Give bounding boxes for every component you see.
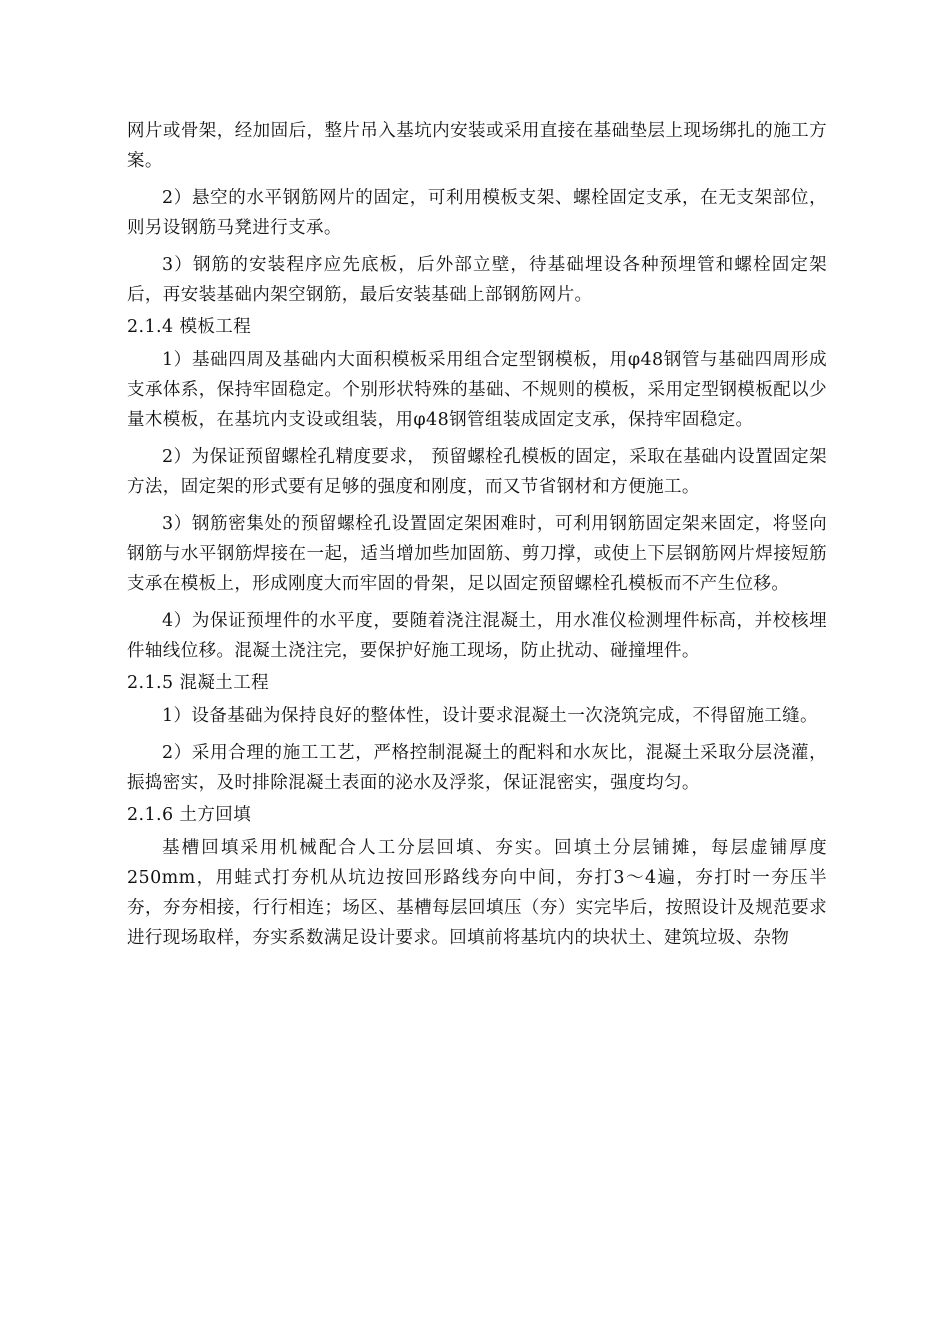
paragraph-item-2: 2）悬空的水平钢筋网片的固定，可利用模板支架、螺栓固定支承，在无支架部位，则另设钢筋马凳进行支承。 [127, 188, 827, 238]
paragraph-item-3: 3）钢筋的安装程序应先底板，后外部立壁，待基础埋设各种预埋管和螺栓固定架后，再安装基础内架空钢筋，最后安装基础上部钢筋网片。 [127, 255, 827, 305]
paragraph-continuation: 网片或骨架，经加固后，整片吊入基坑内安装或采用直接在基础垫层上现场绑扎的施工方案。 [127, 121, 827, 171]
paragraph-formwork-4: 4）为保证预埋件的水平度，要随着浇注混凝土，用水准仪检测埋件标高，并校核埋件轴线位移。混凝土浇注完，要保护好施工现场，防止扰动、碰撞埋件。 [127, 611, 827, 661]
paragraph-concrete-2: 2）采用合理的施工工艺，严格控制混凝土的配料和水灰比，混凝土采取分层浇灌，振捣密实，及时排除混凝土表面的泌水及浮浆，保证混密实，强度均匀。 [127, 743, 827, 793]
paragraph-backfill: 基槽回填采用机械配合人工分层回填、夯实。回填土分层铺摊，每层虚铺厚度250mm，用蛙式打夯机从坑边按回形路线夯向中间，夯打3～4遍，夯打时一夯压半夯，夯夯相接，行行相连；场区、基槽每层回填压（夯）实完毕后，按照设计及规范要求进行现场取样，夯实系数满足设计要求。回填前将基坑内的块状土、建筑垃圾、杂物 [127, 838, 827, 948]
section-heading-formwork: 2.1.4 模板工程 [127, 317, 252, 337]
section-heading-concrete: 2.1.5 混凝土工程 [127, 673, 269, 693]
paragraph-formwork-2: 2）为保证预留螺栓孔精度要求， 预留螺栓孔模板的固定，采取在基础内设置固定架方法，固定架的形式要有足够的强度和刚度，而又节省钢材和方便施工。 [127, 447, 827, 497]
paragraph-formwork-3: 3）钢筋密集处的预留螺栓孔设置固定架困难时，可利用钢筋固定架来固定，将竖向钢筋与水平钢筋焊接在一起，适当增加些加固筋、剪刀撑，或使上下层钢筋网片焊接短筋支承在模板上，形成刚度大而牢固的骨架，足以固定预留螺栓孔模板而不产生位移。 [127, 514, 827, 594]
paragraph-concrete-1: 1）设备基础为保持良好的整体性，设计要求混凝土一次浇筑完成，不得留施工缝。 [162, 706, 818, 726]
document-page [127, 116, 827, 953]
section-heading-backfill: 2.1.6 土方回填 [127, 805, 252, 825]
paragraph-formwork-1: 1）基础四周及基础内大面积模板采用组合定型钢模板，用φ48钢管与基础四周形成支承体系，保持牢固稳定。个别形状特殊的基础、不规则的模板，采用定型钢模板配以少量木模板，在基坑内支设或组装，用φ48钢管组装成固定支承，保持牢固稳定。 [127, 350, 827, 430]
